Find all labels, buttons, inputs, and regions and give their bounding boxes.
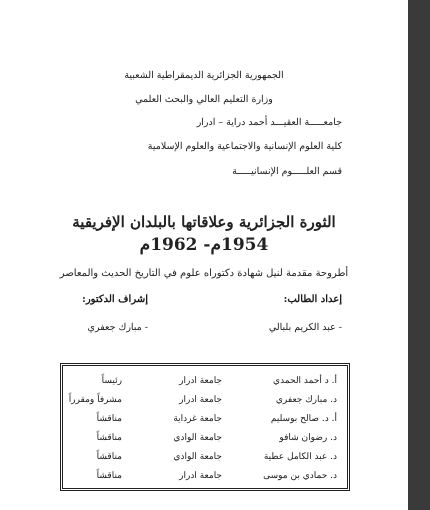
- faculty-line: كلية العلوم الإنسانية والاجتماعية والعلوم الإسلامية: [147, 141, 342, 152]
- member-university: جامعة الوادي: [173, 433, 222, 443]
- member-name: د. رضوان شافو: [279, 433, 337, 443]
- student-name: - عبد الكريم بلبالي: [268, 322, 342, 333]
- member-role: مشرفاً ومقرراً: [68, 395, 122, 405]
- member-name: د. عبد الكامل عطية: [263, 452, 337, 462]
- member-role: مناقشاً: [96, 433, 122, 443]
- committee-row: [63, 395, 347, 413]
- member-name: أ. د. صالح بوسليم: [270, 414, 337, 424]
- member-role: مناقشاً: [96, 414, 122, 424]
- member-role: مناقشاً: [96, 452, 122, 462]
- department-line: قسم العلـــــوم الإنسانيـــــة: [232, 166, 342, 177]
- committee-row: [63, 433, 347, 451]
- student-label: إعداد الطالب:: [283, 294, 342, 305]
- supervisor-label: إشراف الدكتور:: [82, 294, 148, 305]
- member-university: جامعة ادرار: [179, 471, 222, 481]
- member-university: جامعة الوادي: [173, 452, 222, 462]
- viewer-background: [408, 0, 430, 510]
- member-role: رئيساً: [101, 376, 122, 386]
- member-university: جامعة غرداية: [173, 414, 222, 424]
- thesis-title: الثورة الجزائرية وعلاقاتها بالبلدان الإفريقية: [72, 213, 336, 231]
- member-name: د. حمادي بن موسى: [263, 471, 337, 481]
- supervisor-name: - مبارك جعفري: [87, 322, 148, 333]
- committee-row: [63, 414, 347, 432]
- committee-row: [63, 376, 347, 394]
- committee-table: [60, 363, 350, 491]
- member-name: د. مبارك جعفري: [275, 395, 337, 405]
- university-line: جامعـــــة العقيـــد أحمد دراية – ادرار: [196, 117, 342, 128]
- member-name: أ. د أحمد الحمدي: [273, 376, 337, 386]
- republic-line: الجمهورية الجزائرية الديمقراطية الشعبية: [124, 70, 284, 81]
- ministry-line: وزارة التعليم العالي والبحث العلمي: [135, 94, 273, 105]
- member-university: جامعة ادرار: [179, 376, 222, 386]
- committee-row: [63, 471, 347, 489]
- member-role: مناقشاً: [96, 471, 122, 481]
- thesis-subtitle: أطروحة مقدمة لنيل شهادة دكتوراه علوم في التاريخ الحديث والمعاصر: [59, 268, 349, 279]
- thesis-years: 1954م- 1962م: [139, 235, 269, 255]
- committee-row: [63, 452, 347, 470]
- member-university: جامعة ادرار: [179, 395, 222, 405]
